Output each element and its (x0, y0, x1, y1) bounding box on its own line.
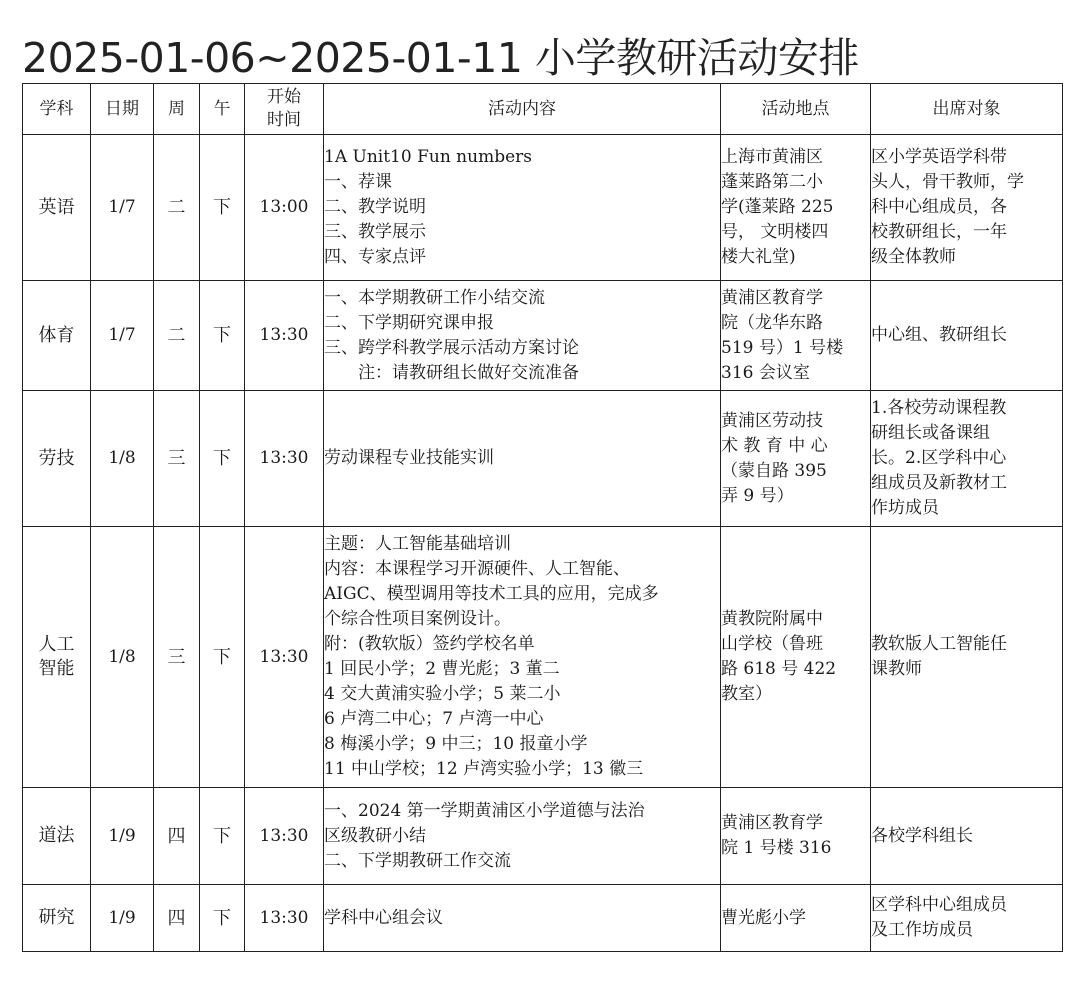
time-cell: 13:30 (245, 281, 324, 391)
content-line: 二、教学说明 (324, 197, 426, 217)
table-row (23, 281, 1063, 391)
content-line: 一、荐课 (324, 172, 392, 192)
time-cell: 13:30 (245, 391, 324, 527)
subject-line: 劳技 (38, 447, 75, 469)
time-cell: 13:30 (245, 527, 324, 788)
date-cell: 1/7 (91, 135, 154, 281)
content-line: 一、2024 第一学期黄浦区小学道德与法治 (324, 800, 645, 821)
content-line: 个综合性项目案例设计。 (324, 609, 511, 629)
header-weekday: 周 (154, 84, 200, 135)
location-line: 学(蓬莱路 225 (721, 197, 834, 217)
location-line: 号， 文明楼四 (721, 222, 829, 242)
content-line: 学科中心组会议 (324, 907, 443, 928)
weekday-cell: 二 (154, 135, 200, 281)
header-date: 日期 (91, 84, 154, 135)
content-line: 三、跨学科教学展示活动方案讨论 (324, 337, 579, 358)
period-cell: 下 (200, 527, 245, 788)
location-line: 蓬莱路第二小 (721, 172, 823, 192)
content-line: 1A Unit10 Fun numbers (324, 147, 532, 167)
content-cell (324, 391, 721, 527)
attendees-line: 作坊成员 (871, 498, 939, 518)
table-row (23, 391, 1063, 527)
content-cell (324, 885, 721, 952)
content-line: 注：请教研组长做好交流准备 (358, 362, 579, 383)
header-start-time (245, 84, 324, 135)
location-line: 路 618 号 422 (721, 659, 837, 679)
table-row (23, 885, 1063, 952)
content-line: 劳动课程专业技能实训 (324, 448, 494, 468)
time-cell: 13:00 (245, 135, 324, 281)
content-cell (324, 135, 721, 281)
weekday-cell: 四 (154, 885, 200, 952)
subject-cell (23, 135, 91, 281)
header-period: 午 (200, 84, 245, 135)
period-cell: 下 (200, 281, 245, 391)
period-cell: 下 (200, 788, 245, 885)
attendees-line: 研组长或备课组 (871, 423, 990, 443)
content-line: 一、本学期教研工作小结交流 (324, 287, 545, 308)
attendees-line: 级全体教师 (871, 247, 956, 267)
date-cell: 1/8 (91, 527, 154, 788)
attendees-line: 区小学英语学科带 (871, 147, 1007, 167)
subject-line: 体育 (38, 324, 75, 346)
table-row (23, 788, 1063, 885)
location-line: 曹光彪小学 (721, 907, 806, 928)
content-line: 主题：人工智能基础培训 (324, 534, 511, 554)
location-cell (721, 281, 871, 391)
header-location: 活动地点 (721, 84, 871, 135)
subject-cell (23, 885, 91, 952)
header-attendees: 出席对象 (871, 84, 1063, 135)
weekday-cell: 四 (154, 788, 200, 885)
header-start-time-line: 开始 (267, 87, 301, 107)
attendees-line: 教软版人工智能任 (871, 634, 1007, 654)
subject-cell (23, 788, 91, 885)
attendees-cell (871, 281, 1063, 391)
subject-cell (23, 281, 91, 391)
attendees-cell (871, 885, 1063, 952)
attendees-line: 区学科中心组成员 (871, 895, 1007, 915)
content-line: AIGC、模型调用等技术工具的应用，完成多 (324, 584, 659, 604)
period-cell: 下 (200, 391, 245, 527)
date-cell: 1/9 (91, 788, 154, 885)
attendees-line: 各校学科组长 (871, 825, 973, 846)
page-title: 2025-01-06~2025-01-11 小学教研活动安排 (22, 34, 859, 82)
content-cell (324, 527, 721, 788)
content-line: 二、下学期教研工作交流 (324, 850, 511, 871)
subject-cell (23, 391, 91, 527)
location-cell (721, 885, 871, 952)
subject-line: 人工 (38, 634, 75, 655)
table-row (23, 135, 1063, 281)
weekday-cell: 三 (154, 391, 200, 527)
attendees-line: 中心组、教研组长 (871, 325, 1007, 345)
header-subject: 学科 (23, 84, 91, 135)
location-line: 院 1 号楼 316 (721, 838, 832, 858)
attendees-line: 校教研组长，一年 (871, 222, 1007, 242)
period-cell: 下 (200, 135, 245, 281)
attendees-line: 课教师 (871, 659, 922, 679)
content-line: 区级教研小结 (324, 825, 426, 846)
subject-line: 智能 (38, 658, 75, 679)
header-row (23, 84, 1063, 135)
location-line: 黄浦区劳动技 (721, 410, 823, 431)
location-line: 黄浦区教育学 (721, 287, 823, 308)
location-cell (721, 135, 871, 281)
attendees-line: 科中心组成员，各 (871, 197, 1007, 217)
attendees-line: 长。2.区学科中心 (871, 448, 1007, 468)
location-line: 山学校（鲁班 (721, 634, 823, 654)
subject-line: 研究 (38, 907, 75, 928)
attendees-cell (871, 788, 1063, 885)
attendees-cell (871, 391, 1063, 527)
subject-line: 英语 (38, 196, 75, 218)
attendees-cell (871, 527, 1063, 788)
date-cell: 1/9 (91, 885, 154, 952)
content-cell (324, 281, 721, 391)
location-line: 519 号）1 号楼 (721, 337, 844, 358)
content-line: 8 梅溪小学；9 中三；10 报童小学 (324, 734, 588, 754)
attendees-line: 组成员及新教材工 (871, 473, 1007, 493)
content-line: 二、下学期研究课申报 (324, 312, 494, 333)
location-line: 术 教 育 中 心 (721, 435, 828, 456)
weekday-cell: 三 (154, 527, 200, 788)
content-line: 三、教学展示 (324, 222, 426, 242)
location-cell (721, 527, 871, 788)
content-line: 1 回民小学；2 曹光彪；3 董二 (324, 659, 560, 679)
date-cell: 1/7 (91, 281, 154, 391)
weekday-cell: 二 (154, 281, 200, 391)
content-line: 6 卢湾二中心；7 卢湾一中心 (324, 709, 544, 729)
location-line: 院（龙华东路 (721, 312, 823, 333)
content-cell (324, 788, 721, 885)
location-line: 弄 9 号） (721, 485, 794, 506)
content-line: 四、专家点评 (324, 247, 426, 267)
location-line: 黄教院附属中 (721, 609, 823, 629)
content-line: 附：(教软版）签约学校名单 (324, 634, 535, 654)
attendees-cell (871, 135, 1063, 281)
attendees-line: 1.各校劳动课程教 (871, 398, 1007, 418)
date-cell: 1/8 (91, 391, 154, 527)
location-line: 楼大礼堂) (721, 247, 796, 267)
time-cell: 13:30 (245, 788, 324, 885)
content-line: 11 中山学校；12 卢湾实验小学；13 徽三 (324, 759, 644, 779)
time-cell: 13:30 (245, 885, 324, 952)
location-line: 教室） (721, 684, 772, 704)
location-line: （蒙自路 395 (721, 460, 827, 481)
schedule-table (22, 83, 1063, 952)
period-cell: 下 (200, 885, 245, 952)
table-row (23, 527, 1063, 788)
location-line: 上海市黄浦区 (721, 147, 823, 167)
location-cell (721, 788, 871, 885)
location-line: 316 会议室 (721, 362, 810, 383)
content-line: 内容：本课程学习开源硬件、人工智能、 (324, 559, 630, 579)
header-start-time-line: 时间 (267, 110, 301, 130)
attendees-line: 头人，骨干教师，学 (871, 172, 1024, 192)
header-content: 活动内容 (324, 84, 721, 135)
attendees-line: 及工作坊成员 (871, 920, 973, 940)
location-cell (721, 391, 871, 527)
subject-line: 道法 (38, 825, 75, 846)
content-line: 4 交大黄浦实验小学；5 莱二小 (324, 684, 561, 704)
subject-cell (23, 527, 91, 788)
location-line: 黄浦区教育学 (721, 813, 823, 833)
